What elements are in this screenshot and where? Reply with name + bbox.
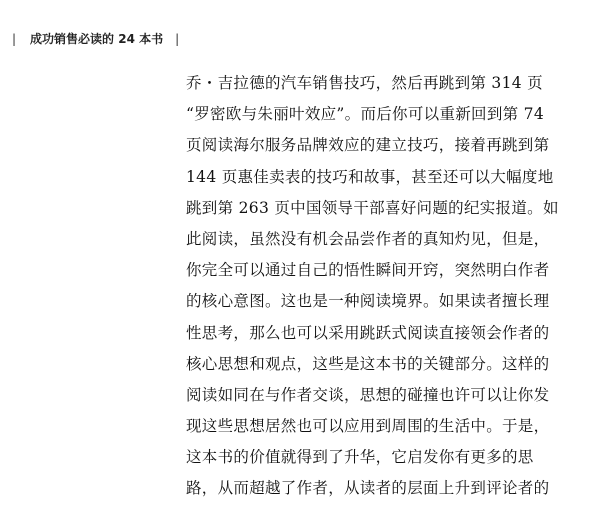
text-line: “罗密欧与朱丽叶效应”。而后你可以重新回到第 74	[186, 105, 544, 124]
text-line: 阅读如同在与作者交谈，思想的碰撞也许可以让你发	[186, 385, 550, 404]
text-line: 路，从而超越了作者，从读者的层面上升到评论者的	[186, 479, 550, 498]
text-line: 性思考，那么也可以采用跳跃式阅读直接领会作者的	[186, 323, 550, 342]
text-line: 跳到第 263 页中国领导干部喜好问题的纪实报道。如	[186, 198, 559, 217]
text-line: 页阅读海尔服务品牌效应的建立技巧，接着再跳到第	[186, 136, 550, 155]
book-title: 成功销售必读的 24 本书	[30, 32, 164, 46]
text-line: 乔・吉拉德的汽车销售技巧，然后再跳到第 314 页	[186, 74, 543, 92]
body-text	[186, 68, 559, 505]
text-line: 现这些思想居然也可以应用到周围的生活中。于是，	[186, 417, 550, 436]
text-line: 你完全可以通过自己的悟性瞬间开窍，突然明白作者	[186, 261, 550, 280]
text-line: 这本书的价值就得到了升华，它启发你有更多的思	[186, 448, 534, 467]
text-line: 核心思想和观点，这些是这本书的关键部分。这样的	[186, 354, 550, 373]
text-line: 的核心意图。这也是一种阅读境界。如果读者擅长理	[186, 292, 550, 311]
text-line: 144 页惠佳卖表的技巧和故事，甚至还可以大幅度地	[186, 167, 554, 186]
header-right-rule: |	[175, 32, 180, 46]
header-left-rule: |	[12, 32, 17, 46]
running-header	[12, 30, 179, 47]
text-line: 此阅读，虽然没有机会品尝作者的真知灼见，但是，	[186, 229, 550, 248]
